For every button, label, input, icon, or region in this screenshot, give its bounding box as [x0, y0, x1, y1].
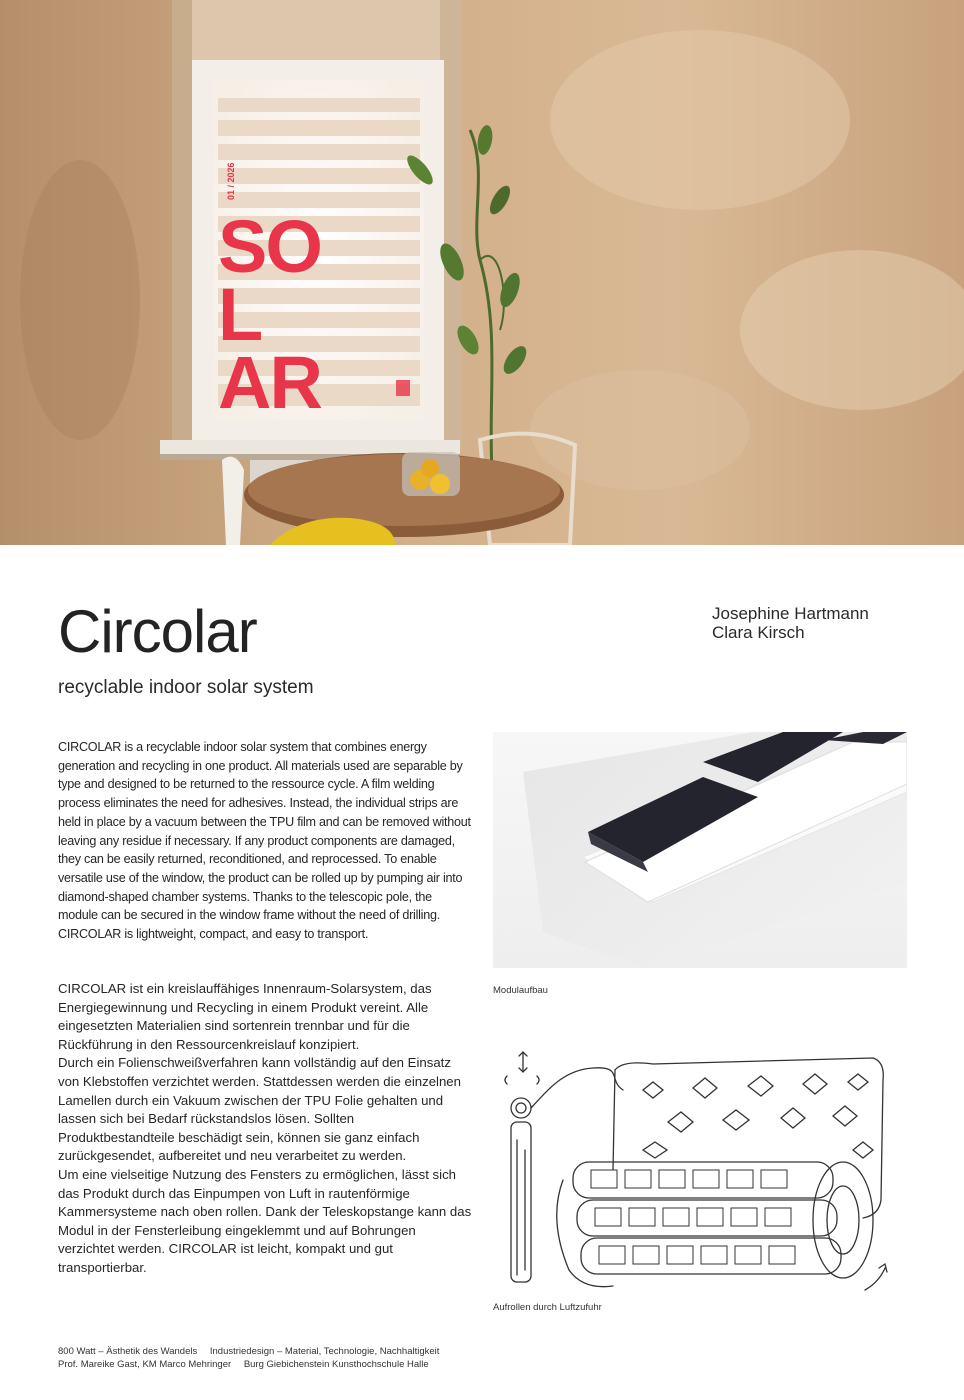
room-illustration [0, 0, 964, 545]
air-tube-sketch [531, 1068, 623, 1108]
english-description: CIRCOLAR is a recyclable indoor solar system that combines energy generation and recycling in one product. All materials used are separable by type and designed to be returned to the ressource cycle. A film welding process eliminates the need for adhesives. Instead, the individual strips are held in place by a vacuum between the TPU film and can be removed without leaving any residue if necessary. If any product components are damaged, they can be easily returned, reconditioned, and reprocessed. To enable versatile use of the window, the product can be rolled up by pumping air into diamond-shaped chamber systems. Thanks to the telescopic pole, the module can be secured in the window frame without the need of drilling. CIRCOLAR is lightweight, compact, and easy to transport. [58, 740, 471, 942]
author-name: Clara Kirsch [712, 623, 805, 642]
german-paragraph: Durch ein Folienschweißverfahren kann vollständig auf den Einsatz von Klebstoffen verzichtet werden. Stattdessen werden die einzelnen Lamellen durch ein Vakuum zwischen der TPU Folie gehalten und lassen sich bei Bedarf rückstandslos lösen. Sollten Produktbestandteile beschädigt sein, können sie ganz einfach zurückgesendet, aufbereitet und neu verarbeitet zu werden. [58, 1055, 461, 1164]
author-name: Josephine Hartmann [712, 604, 869, 623]
figure-caption: Modulaufbau [493, 985, 548, 996]
poster-word-line-1: SO [218, 205, 321, 288]
footer [58, 1346, 449, 1371]
footer-institution: Burg Giebichenstein Kunsthochschule Halle [243, 1358, 429, 1370]
window-sill [160, 440, 460, 454]
chamber-sheet-sketch [613, 1058, 883, 1218]
german-paragraph: CIRCOLAR ist ein kreislauffähiges Innenraum-Solarsystem, das Energiegewinnung und Recycling in einem Produkt vereint. Alle eingesetzten Materialien sind sortenrein trennbar und für die Rückführung in den Ressourcenkreislauf konzipiert. [58, 981, 432, 1052]
poster-issue: 01 / 2026 [226, 162, 236, 200]
hero-photo [0, 0, 964, 545]
rolled-module-sketch [557, 1162, 887, 1290]
footer-project: 800 Watt – Ästhetik des Wandels [58, 1346, 198, 1357]
page-subtitle: recyclable indoor solar system [58, 677, 314, 698]
poster-word-line-3: AR [218, 341, 321, 424]
german-paragraph: Um eine vielseitige Nutzung des Fensters zu ermöglichen, lässt sich das Produkt durch das Einpumpen von Luft in rautenförmige Kammersysteme nach oben rollen. Dank der Teleskopstange kann das Modul in der Fensterleibung eingeklemmt und auf Bohrungen verzichtet werden. CIRCOLAR ist leicht, kompakt und gut transportierbar. [58, 1166, 472, 1275]
page-title: Circolar [58, 598, 257, 665]
footer-line [58, 1359, 449, 1372]
qr-code [396, 380, 410, 396]
german-description [58, 980, 474, 1278]
module-render [493, 732, 907, 968]
figure-caption: Aufrollen durch Luftzufuhr [493, 1302, 602, 1313]
footer-line [58, 1346, 449, 1359]
authors [712, 604, 869, 642]
telescopic-pole-sketch [505, 1052, 539, 1282]
footer-supervisors: Prof. Mareike Gast, KM Marco Mehringer [58, 1358, 232, 1370]
poster-word-line-2: L [218, 273, 264, 356]
rolling-sketch [493, 1050, 907, 1300]
footer-course: Industriedesign – Material, Technologie, Nachhaltigkeit [209, 1346, 440, 1357]
